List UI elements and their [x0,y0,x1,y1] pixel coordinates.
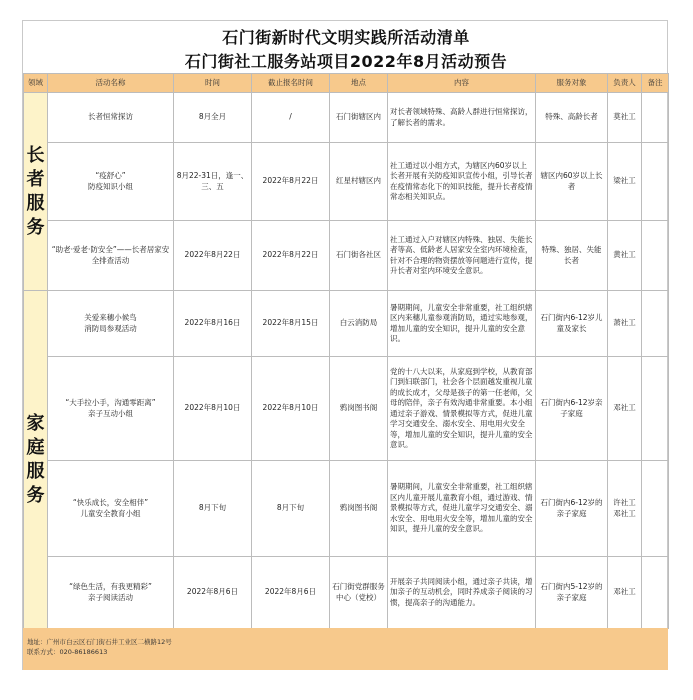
header-deadline: 截止报名时间 [252,74,330,93]
cell-owner: 莫社工 [608,93,642,143]
cell-content: 社工通过入户对辖区内特殊、独居、失能长者等高、低龄老人居家安全室内环境检查，针对不合理的物资摆放等问题进行宣传，提升长者对室内环境安全意识。 [388,221,536,291]
footer-contact-bar [23,628,668,670]
table-row [24,221,669,291]
table-row [24,557,669,629]
cell-deadline: 2022年8月22日 [252,143,330,221]
cell-name: “快乐成长，安全相伴” 儿童安全教育小组 [48,461,174,557]
cell-time: 2022年8月22日 [174,221,252,291]
cell-name: “助老·爱老·防安全”——长者居家安全排查活动 [48,221,174,291]
table-header-row [24,74,669,93]
table-row [24,143,669,221]
cell-content: 对长者领域特殊、高龄人群进行恒常探访，了解长者的需求。 [388,93,536,143]
cell-place: 红星村辖区内 [330,143,388,221]
cell-content: 社工通过以小组方式，为辖区内60岁以上长者开展有关防疫知识宣传小组，引导长者在疫情常态化下的知识技能，提升长者疫情常态相关知识点。 [388,143,536,221]
cell-content: 开展亲子共同阅读小组，通过亲子共读，增加亲子的互动机会，同时养成亲子阅读的习惯，提高亲子的沟通能力。 [388,557,536,629]
cell-deadline: 2022年8月15日 [252,291,330,357]
cell-place: 石门街辖区内 [330,93,388,143]
cell-remark [642,461,669,557]
table-row [24,93,669,143]
table-row [24,461,669,557]
cell-deadline: / [252,93,330,143]
cell-remark [642,357,669,461]
cell-content: 暑期期间，儿童安全非常重要，社工组织辖区内儿童开展儿童教育小组，通过游戏、情景模拟等方式，促进儿童学习交通安全、溺水安全、用电用火安全等，增加儿童的安全知识，提升儿童的安全意识。 [388,461,536,557]
cell-name: “疫舒心” 防疫知识小组 [48,143,174,221]
cell-content: 暑期期间，儿童安全非常重要，社工组织辖区内来穗儿童参观消防局，通过实地参观，增加儿童的安全知识，提升儿童的安全意识。 [388,291,536,357]
cell-deadline: 2022年8月6日 [252,557,330,629]
cell-name: 长者恒常探访 [48,93,174,143]
cell-target: 辖区内60岁以上长者 [536,143,608,221]
cell-place: 鸦岗图书阁 [330,357,388,461]
cell-place: 石门街各社区 [330,221,388,291]
category-elder-service: 长者服务 [24,93,48,291]
activity-sheet [22,20,668,670]
header-owner: 负责人 [608,74,642,93]
category-family-service: 家庭服务 [24,291,48,629]
cell-remark [642,557,669,629]
header-domain: 领域 [24,74,48,93]
cell-remark [642,221,669,291]
cell-owner: 梁社工 [608,143,642,221]
header-content: 内容 [388,74,536,93]
sheet-title: 石门街新时代文明实践所活动清单 [222,28,470,47]
cell-owner: 邓社工 [608,357,642,461]
header-remark: 备注 [642,74,669,93]
cell-time: 2022年8月16日 [174,291,252,357]
cell-remark [642,143,669,221]
cell-place: 鸦岗图书阁 [330,461,388,557]
cell-owner: 邓社工 [608,557,642,629]
sheet-subtitle: 石门街社工服务站项目2022年8月活动预告 [184,52,508,71]
table-row [24,291,669,357]
cell-remark [642,93,669,143]
table-row [24,357,669,461]
header-target: 服务对象 [536,74,608,93]
footer-address: 地址：广州市白云区石门街石井工业区二横路12号 [27,638,172,646]
cell-owner: 黄社工 [608,221,642,291]
cell-time: 2022年8月6日 [174,557,252,629]
cell-time: 8月全月 [174,93,252,143]
header-place: 地点 [330,74,388,93]
cell-deadline: 8月下旬 [252,461,330,557]
header-time: 时间 [174,74,252,93]
cell-owner: 萧社工 [608,291,642,357]
cell-remark [642,291,669,357]
cell-deadline: 2022年8月22日 [252,221,330,291]
cell-time: 2022年8月10日 [174,357,252,461]
cell-owner: 许社工 邓社工 [608,461,642,557]
cell-name: 关爱来穗小候鸟 消防局参观活动 [48,291,174,357]
cell-target: 石门街内6-12岁的亲子家庭 [536,461,608,557]
cell-target: 特殊、高龄长者 [536,93,608,143]
cell-target: 特殊、独居、失能长者 [536,221,608,291]
cell-place: 白云消防局 [330,291,388,357]
cell-deadline: 2022年8月10日 [252,357,330,461]
cell-place: 石门街党群服务中心（党校） [330,557,388,629]
cell-time: 8月下旬 [174,461,252,557]
cell-content: 党的十八大以来，从家庭到学校，从教育部门到妇联部门，社会各个层面越发重视儿童的成长成才，父母是孩子的第一任老师，父母的陪伴，亲子有效沟通非常重要。本小组通过亲子游戏、情景模拟等方式，促进儿童学习交通安全、溺水安全、用电用火安全等，增加儿童的安全知识，提升儿童的安全意识。 [388,357,536,461]
cell-target: 石门街内5-12岁的亲子家庭 [536,557,608,629]
footer-contact: 联系方式：020-86186613 [27,648,108,656]
header-name: 活动名称 [48,74,174,93]
cell-name: “绿色生活，有我更精彩” 亲子阅读活动 [48,557,174,629]
cell-time: 8月22-31日，逢一、三、五 [174,143,252,221]
cell-target: 石门街内6-12岁亲子家庭 [536,357,608,461]
cell-name: “大手拉小手，沟通零距离” 亲子互动小组 [48,357,174,461]
cell-target: 石门街内6-12岁儿童及家长 [536,291,608,357]
activity-table [23,73,669,629]
